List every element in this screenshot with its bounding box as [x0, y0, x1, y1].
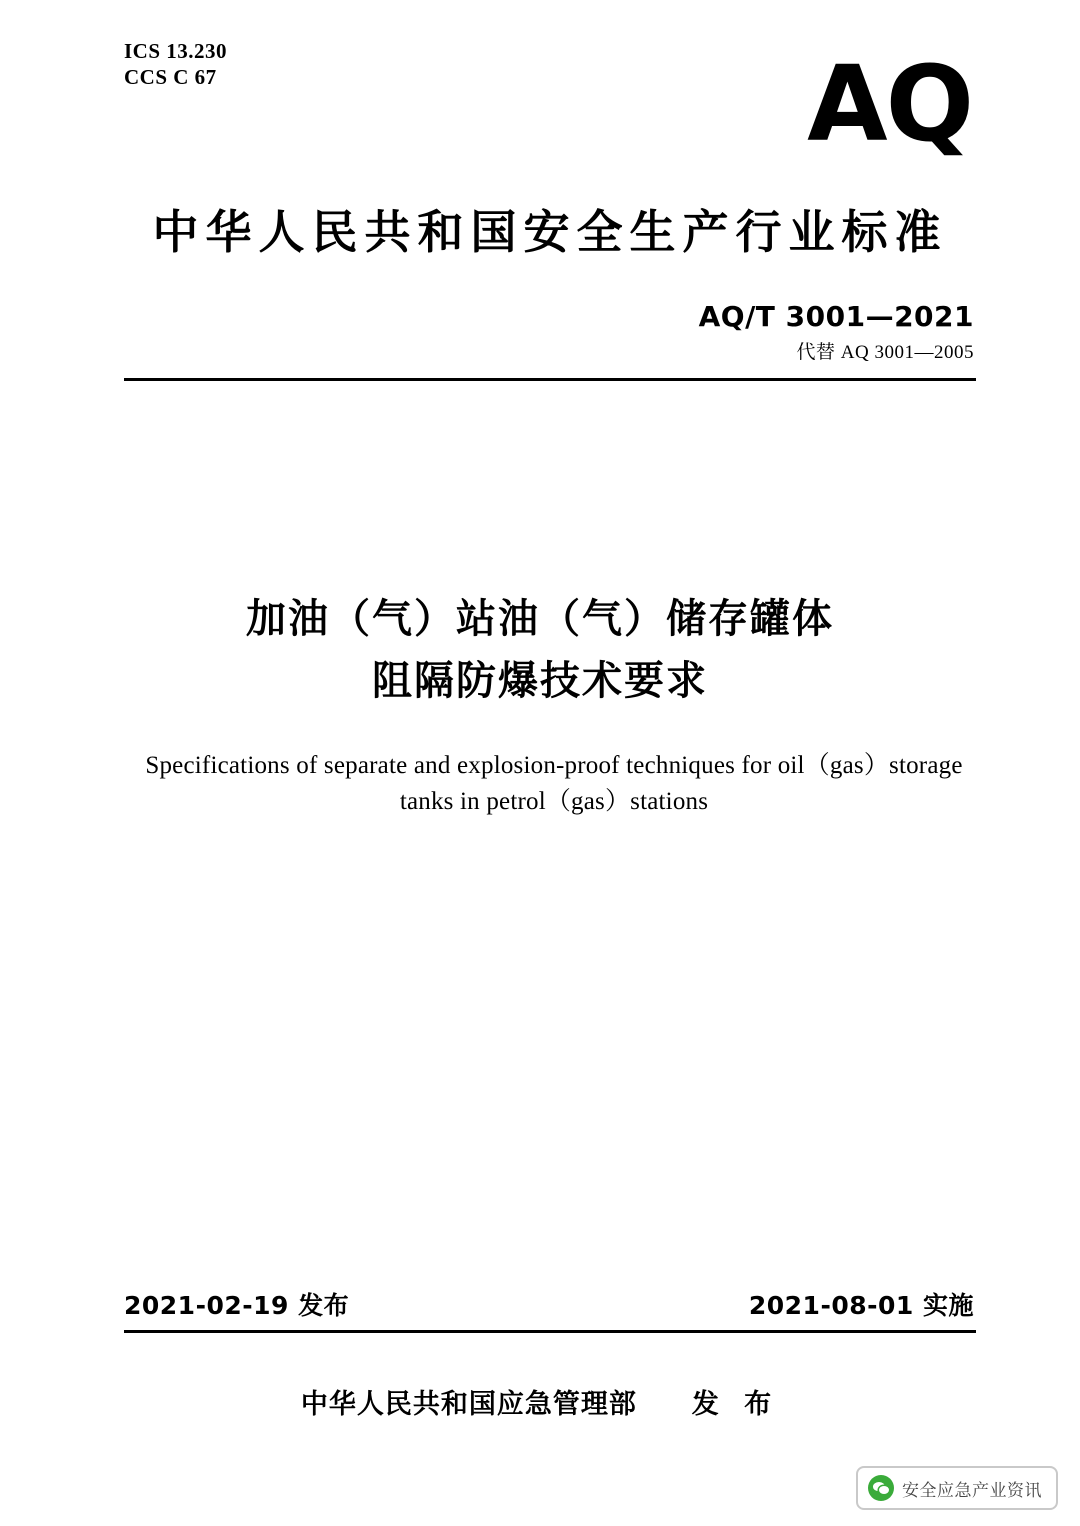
watermark-text: 安全应急产业资讯: [902, 1480, 1042, 1501]
english-title-line2: tanks in petrol（gas）stations: [399, 788, 709, 815]
implementation-date: 2021-08-01 实施: [748, 1291, 974, 1320]
document-title-line1: 加油（气）站油（气）储存罐体: [246, 596, 834, 642]
standard-replaces: 代替 AQ 3001—2005: [796, 342, 974, 363]
english-title-line1: Specifications of separate and explosion-proof techniques for oil（gas）storage: [145, 752, 963, 779]
divider-bottom: [124, 1330, 976, 1333]
divider-top: [124, 378, 976, 381]
document-title: [0, 588, 1080, 712]
document-title-english: [120, 748, 988, 820]
watermark-badge: [856, 1466, 1058, 1510]
aq-logo: AQ: [807, 43, 972, 165]
national-standard-title: 中华人民共和国安全生产行业标准: [152, 205, 948, 259]
publisher-line: [0, 1382, 1080, 1421]
publisher-action: 发 布: [691, 1389, 780, 1420]
ccs-code: CCS C 67: [124, 65, 217, 89]
wechat-icon: [868, 1475, 894, 1501]
standard-number: AQ/T 3001—2021: [698, 300, 974, 333]
ics-code: ICS 13.230: [124, 39, 228, 63]
document-title-line2: 阻隔防爆技术要求: [372, 658, 708, 704]
classification-codes: [124, 38, 227, 90]
issue-date: 2021-02-19 发布: [124, 1291, 350, 1320]
publisher-name: 中华人民共和国应急管理部: [300, 1389, 637, 1420]
